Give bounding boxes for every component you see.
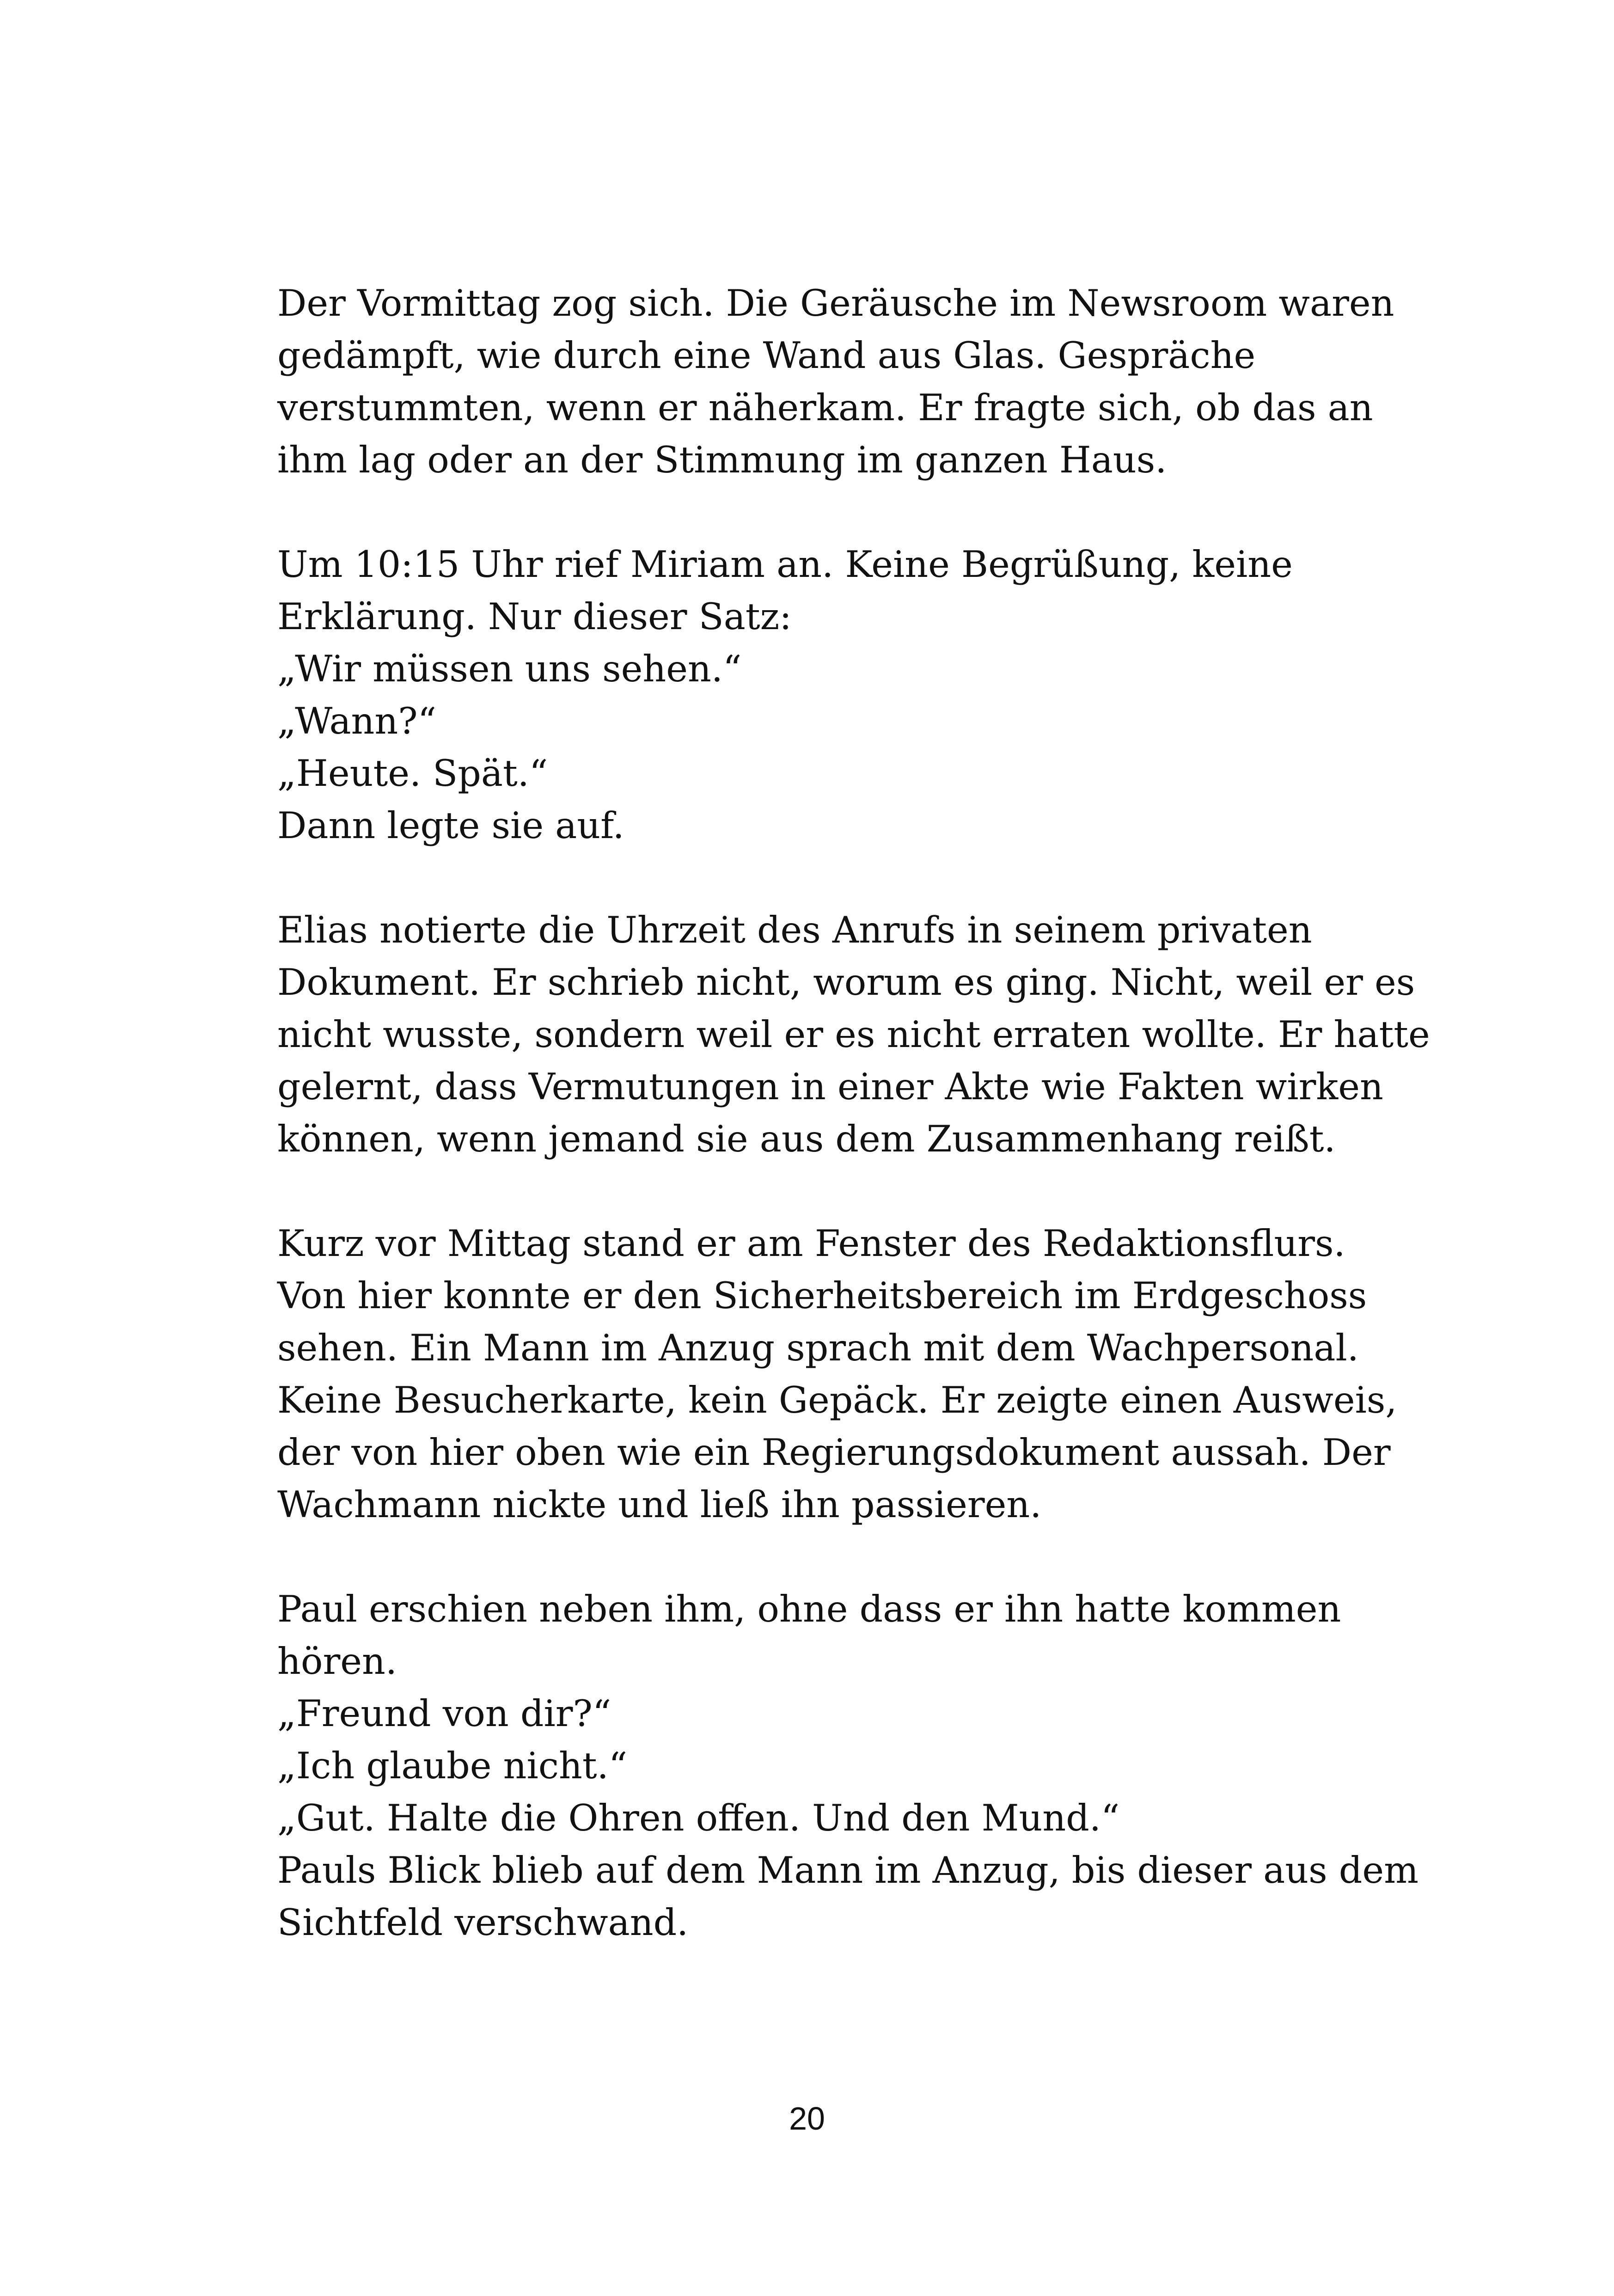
text-line: Elias notierte die Uhrzeit des Anrufs in seinem privaten [277, 909, 1312, 951]
dialogue-line: „Heute. Spät.“ [277, 752, 548, 795]
text-line: können, wenn jemand sie aus dem Zusammenhang reißt. [277, 1118, 1336, 1160]
text-line: Um 10:15 Uhr rief Miriam an. Keine Begrüßung, keine [277, 543, 1293, 586]
paragraph [277, 1583, 1419, 1949]
text-line: nicht wusste, sondern weil er es nicht erraten wollte. Er hatte [277, 1013, 1430, 1056]
dialogue-line: „Freund von dir?“ [277, 1692, 611, 1735]
text-line: gelernt, dass Vermutungen in einer Akte wie Fakten wirken [277, 1065, 1383, 1108]
text-line: der von hier oben wie ein Regierungsdokument aussah. Der [277, 1431, 1391, 1474]
text-line: gedämpft, wie durch eine Wand aus Glas. Gespräche [277, 334, 1256, 377]
dialogue-line: „Gut. Halte die Ohren offen. Und den Mund.“ [277, 1797, 1120, 1839]
text-line: Von hier konnte er den Sicherheitsbereich im Erdgeschoss [277, 1274, 1367, 1317]
text-line: Sichtfeld verschwand. [277, 1901, 689, 1944]
dialogue-line: „Ich glaube nicht.“ [277, 1745, 628, 1787]
dialogue-line: „Wann?“ [277, 700, 437, 742]
text-line: sehen. Ein Mann im Anzug sprach mit dem Wachpersonal. [277, 1327, 1359, 1369]
text-line: Dann legte sie auf. [277, 804, 624, 847]
text-line: Paul erschien neben ihm, ohne dass er ihn hatte kommen [277, 1588, 1341, 1630]
paragraph [277, 277, 1394, 486]
paragraph [277, 1218, 1397, 1531]
text-line: hören. [277, 1640, 397, 1683]
page-number: 20 [789, 2100, 825, 2137]
body-text [277, 277, 1430, 1949]
text-line: Dokument. Er schrieb nicht, worum es ging. Nicht, weil er es [277, 961, 1415, 1004]
text-line: Kurz vor Mittag stand er am Fenster des Redaktionsflurs. [277, 1222, 1345, 1265]
text-line: verstummten, wenn er näherkam. Er fragte sich, ob das an [277, 386, 1373, 429]
paragraph [277, 904, 1430, 1165]
dialogue-line: „Wir müssen uns sehen.“ [277, 648, 742, 690]
text-line: Der Vormittag zog sich. Die Geräusche im Newsroom waren [277, 282, 1394, 325]
paragraph [277, 539, 1387, 852]
text-line: Pauls Blick blieb auf dem Mann im Anzug, bis dieser aus dem [277, 1849, 1419, 1892]
text-line: Wachmann nickte und ließ ihn passieren. [277, 1483, 1042, 1526]
text-line: Keine Besucherkarte, kein Gepäck. Er zeigte einen Ausweis, [277, 1379, 1397, 1421]
text-line: ihm lag oder an der Stimmung im ganzen Haus. [277, 439, 1167, 481]
text-line: Erklärung. Nur dieser Satz: [277, 595, 792, 638]
